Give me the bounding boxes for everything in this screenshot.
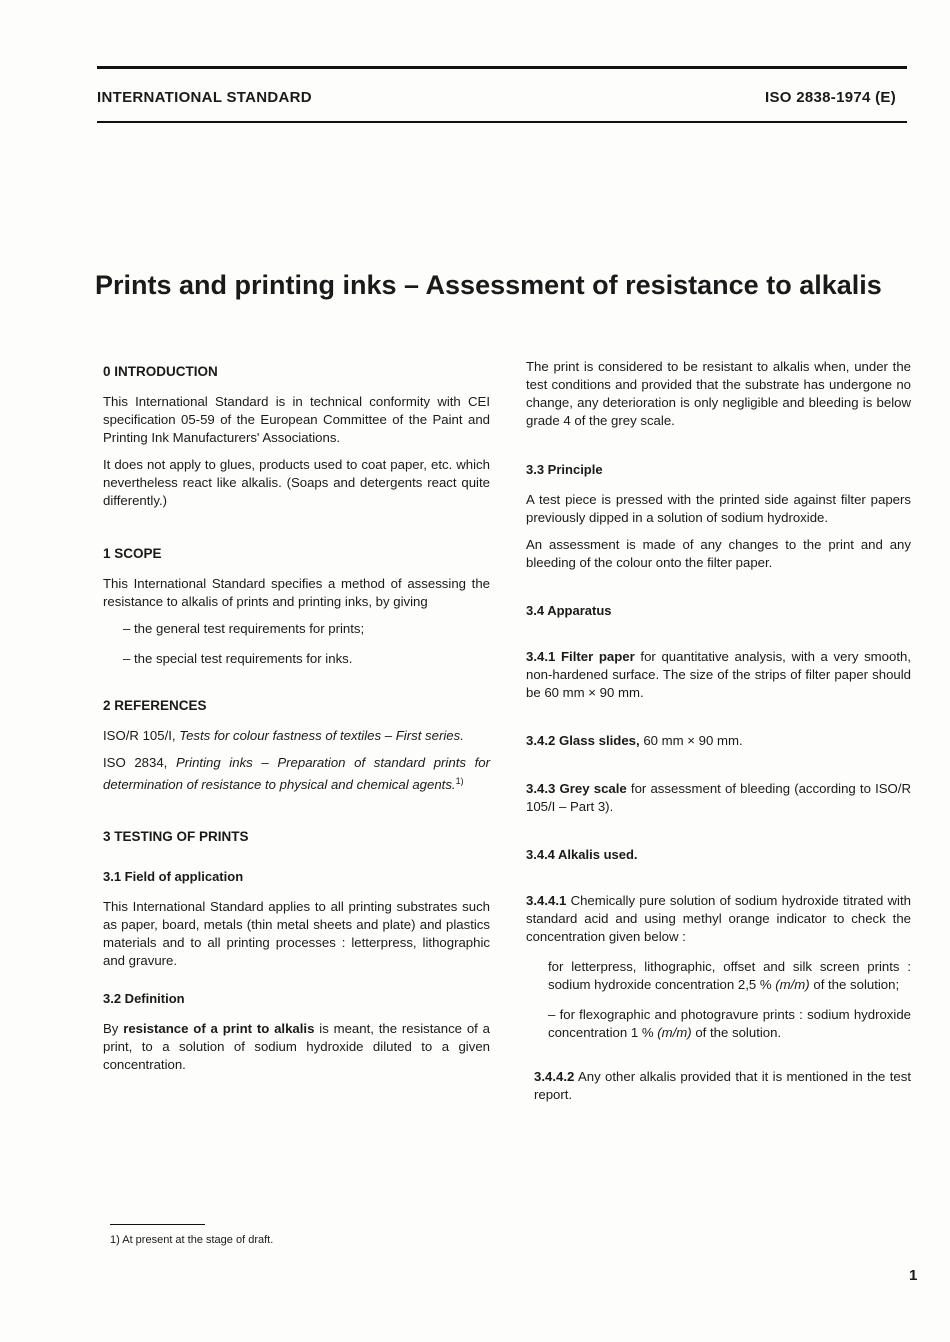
section-3-2-paragraph [103,1020,490,1074]
item-3-4-3-number: 3.4.3 [526,781,556,796]
right-column [526,358,911,1113]
concentration-item-2-text: – for flexographic and photogravure prints : sodium hydroxide concentration 1 % [548,1007,911,1040]
item-3-4-4-2-text: Any other alkalis provided that it is mentioned in the test report. [534,1069,911,1102]
item-3-4-4-1-number: 3.4.4.1 [526,893,567,908]
reference-2-title: Printing inks – Preparation of standard prints for determination of resistance to physical and chemical agents. [103,755,490,792]
section-3-1-paragraph: This International Standard applies to all printing substrates such as paper, board, metals (thin metal sheets and plate) and plastics materials and to all printing processes : letterpress, lithographic and gravure. [103,899,490,968]
principle-paragraph-1: A test piece is pressed with the printed side against filter papers previously dipped in a solution of sodium hydroxide. [526,492,911,525]
definition-term: resistance of a print to alkalis [123,1021,315,1036]
page-number: 1 [909,1267,918,1284]
section-introduction-heading: 0 INTRODUCTION [103,364,218,379]
header-top-rule [97,66,907,69]
reference-1-code: ISO/R 105/I, [103,728,176,743]
concentration-item-1-text: for letterpress, lithographic, offset and silk screen prints : sodium hydroxide concentration 2,5 % [548,959,911,992]
definition-continuation: The print is considered to be resistant to alkalis when, under the test conditions and provided that the substrate has undergone no change, any deterioration is only negligible and bleeding is below grade 4 of the grey scale. [526,359,911,428]
definition-lead: By [103,1021,119,1036]
reference-1-title: Tests for colour fastness of textiles – First series. [179,728,464,743]
concentration-item-1 [526,958,911,994]
item-3-4-4-1-text: Chemically pure solution of sodium hydroxide titrated with standard acid and using methyl orange indicator to check the concentration given below : [526,893,911,944]
item-3-4-2-number: 3.4.2 [526,733,556,748]
item-3-4-4-1 [526,892,911,946]
concentration-item-1-unit: (m/m) [775,977,810,992]
intro-paragraph-1: This International Standard is in technical conformity with CEI specification 05-59 of the European Committee of the Paint and Printing Ink Manufacturers' Associations. [103,394,490,445]
reference-2-code: ISO 2834, [103,755,168,770]
concentration-item-2-tail: of the solution. [695,1025,782,1040]
intro-paragraph-2: It does not apply to glues, products used to coat paper, etc. which nevertheless react like alkalis. (Soaps and detergents react quite differently.) [103,457,490,508]
section-scope-heading: 1 SCOPE [103,546,162,561]
header-right-label: ISO 2838-1974 (E) [765,89,897,106]
section-3-2-heading: 3.2 Definition [103,991,185,1006]
scope-paragraph: This International Standard specifies a method of assessing the resistance to alkalis of prints and printing inks, by giving [103,576,490,609]
item-3-4-3-term: Grey scale [559,781,627,796]
section-testing-heading: 3 TESTING OF PRINTS [103,829,249,844]
scope-list-item-2: – the special test requirements for inks. [123,651,353,666]
item-3-4-3-text: for assessment of bleeding (according to ISO/R 105/I – Part 3). [526,781,911,814]
item-3-4-2-text: 60 mm × 90 mm. [643,733,743,748]
principle-paragraph-2: An assessment is made of any changes to the print and any bleeding of the colour onto the filter paper. [526,537,911,570]
item-3-4-1-text: for quantitative analysis, with a very smooth, non-hardened surface. The size of the strips of filter paper should be 60 mm × 90 mm. [526,649,911,700]
section-3-1-heading: 3.1 Field of application [103,869,244,884]
header-bottom-rule [97,121,907,123]
item-3-4-4-2 [526,1068,911,1104]
item-3-4-4-2-number: 3.4.4.2 [534,1069,575,1084]
concentration-item-2 [526,1006,911,1042]
section-3-4-4-heading: 3.4.4 Alkalis used. [526,847,638,862]
reference-2 [103,754,490,794]
scope-list-item-1: – the general test requirements for prints; [123,621,365,636]
left-column [103,363,490,1083]
footnote-rule [110,1224,205,1225]
item-3-4-1-number: 3.4.1 [526,649,556,664]
item-3-4-1-term: Filter paper [560,649,635,664]
item-3-4-2 [526,732,911,750]
concentration-item-2-unit: (m/m) [657,1025,692,1040]
document-title: Prints and printing inks – Assessment of resistance to alkalis [95,270,882,300]
section-3-4-heading: 3.4 Apparatus [526,603,612,618]
item-3-4-3 [526,780,911,816]
footnote-marker: 1) [455,776,464,786]
section-3-3-heading: 3.3 Principle [526,462,603,477]
item-3-4-1 [526,648,911,702]
section-references-heading: 2 REFERENCES [103,698,207,713]
concentration-item-1-tail: of the solution; [813,977,900,992]
item-3-4-2-term: Glass slides, [559,733,640,748]
footnote-text: 1) At present at the stage of draft. [110,1234,274,1246]
header-left-label: INTERNATIONAL STANDARD [97,89,312,106]
definition-text: is meant, the resistance of a print, to a solution of sodium hydroxide diluted to a given concentration. [103,1021,490,1072]
reference-1 [103,727,490,745]
